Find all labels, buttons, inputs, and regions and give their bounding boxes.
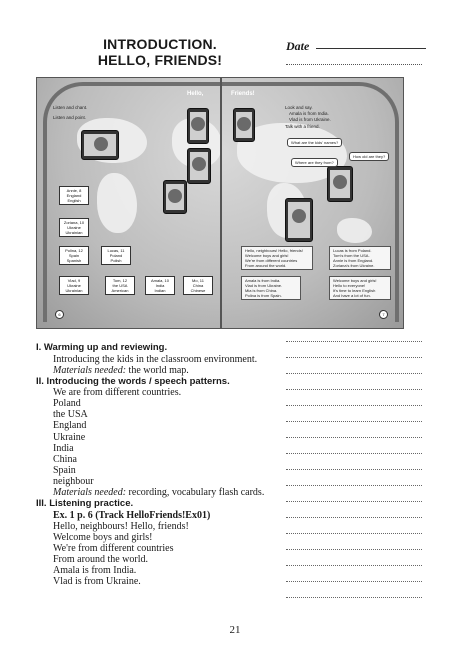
note-line xyxy=(286,389,422,390)
note-line xyxy=(286,597,422,598)
phone-screen xyxy=(187,148,211,184)
song-line: Vlad is from Ukraine. xyxy=(53,576,141,588)
vocab-item: China xyxy=(53,453,77,465)
note-line xyxy=(286,565,422,566)
section-heading: II. Introducing the words / speech patterns. xyxy=(36,375,230,387)
song-text-box: Lucas is from Poland. Tom's from the USA. Annie is from England. Zoriana's from Ukraine. xyxy=(329,246,391,270)
note-line xyxy=(286,517,422,518)
note-line xyxy=(286,437,422,438)
instruction: Amala is from India. xyxy=(289,111,329,116)
note-line xyxy=(286,341,422,342)
page-number: 21 xyxy=(229,624,241,636)
name-card: Zoriana, 10 Ukraine Ukrainian xyxy=(59,218,89,237)
question-bubble: How old are they? xyxy=(349,152,389,161)
note-line xyxy=(286,469,422,470)
name-card: Annie, 8 England English xyxy=(59,186,89,205)
date-field[interactable] xyxy=(286,37,436,55)
question-bubble: Where are they from? xyxy=(291,158,338,167)
phone-screen xyxy=(233,108,255,142)
song-text-box: Amala is from India. Vlad is from Ukraine. Mia is from China. Polina is from Spain. xyxy=(241,276,301,300)
vocab-item: Poland xyxy=(53,398,81,410)
date-dotted-line xyxy=(286,64,422,65)
name-card: Vlad, 9 Ukraine Ukrainian xyxy=(59,276,89,295)
name-card: Mo, 11 China Chinese xyxy=(183,276,213,295)
song-text-box: Welcome boys and girls! Hello to everyone! It's time to learn English And have a lot of fun. xyxy=(329,276,391,300)
note-line xyxy=(286,373,422,374)
note-line xyxy=(286,357,422,358)
phone-screen xyxy=(187,108,209,144)
page-title xyxy=(60,36,260,68)
question-bubble: What are the kids' names? xyxy=(287,138,342,147)
date-underline xyxy=(316,48,426,49)
instruction: Listen and point. xyxy=(53,115,87,120)
name-card: Amala, 10 India Indian xyxy=(145,276,175,295)
lesson-text: Introducing the kids in the classroom environment. xyxy=(53,353,258,365)
vocab-item: England xyxy=(53,420,87,432)
song-line: Hello, neighbours! Hello, friends! xyxy=(53,520,189,532)
phone-screen xyxy=(163,180,187,214)
textbook-spread-image xyxy=(36,77,404,329)
song-text-box: Hello, neighbours! Hello, friends! Welcome boys and girls! We're from different countries From around the world. xyxy=(241,246,313,270)
instruction: Look and say. xyxy=(285,105,313,110)
vocab-item: neighbour xyxy=(53,475,94,487)
phone-screen xyxy=(327,166,353,202)
spread-tab-left: Hello, xyxy=(187,91,204,97)
name-card: Polina, 12 Spain Spanish xyxy=(59,246,89,265)
materials-line: Materials needed: recording, vocabulary flash cards. xyxy=(53,487,265,499)
note-line xyxy=(286,421,422,422)
vocab-item: We are from different countries. xyxy=(53,387,182,399)
song-line: Amala is from India. xyxy=(53,565,137,577)
title-line-1: INTRODUCTION. xyxy=(103,36,217,52)
vocab-item: India xyxy=(53,442,74,454)
instruction: Talk with a friend. xyxy=(285,124,320,129)
laptop-screen xyxy=(81,130,119,160)
title-line-2: HELLO, FRIENDS! xyxy=(97,52,223,68)
name-card: Lucas, 11 Poland Polish xyxy=(101,246,131,265)
section-heading: III. Listening practice. xyxy=(36,498,134,510)
name-card: Tom, 12 the USA American xyxy=(105,276,135,295)
vocab-item: the USA xyxy=(53,409,88,421)
spread-page-number: 6 xyxy=(55,310,64,319)
song-line: Welcome boys and girls! xyxy=(53,531,153,543)
lesson-plan xyxy=(36,342,286,587)
instruction: Vlad is from Ukraine. xyxy=(289,117,331,122)
song-line: We're from different countries xyxy=(53,542,174,554)
phone-screen xyxy=(285,198,313,242)
vocab-item: Spain xyxy=(53,464,76,476)
materials-line: Materials needed: the world map. xyxy=(53,364,189,376)
section-heading: I. Warming up and reviewing. xyxy=(36,342,168,353)
page-seam xyxy=(220,78,222,328)
spread-page-number: 7 xyxy=(379,310,388,319)
note-line xyxy=(286,405,422,406)
song-line: From around the world. xyxy=(53,554,148,565)
note-line xyxy=(286,501,422,502)
spread-tab-right: Friends! xyxy=(231,91,255,97)
date-label: Date xyxy=(286,39,310,53)
note-line xyxy=(286,453,422,454)
vocab-item: Ukraine xyxy=(53,431,86,443)
exercise-title: Ex. 1 p. 6 (Track HelloFriends!Ex01) xyxy=(53,509,211,521)
instruction: Listen and chant. xyxy=(53,105,88,110)
note-line xyxy=(286,485,422,486)
note-line xyxy=(286,549,422,550)
note-line xyxy=(286,533,422,534)
note-line xyxy=(286,581,422,582)
